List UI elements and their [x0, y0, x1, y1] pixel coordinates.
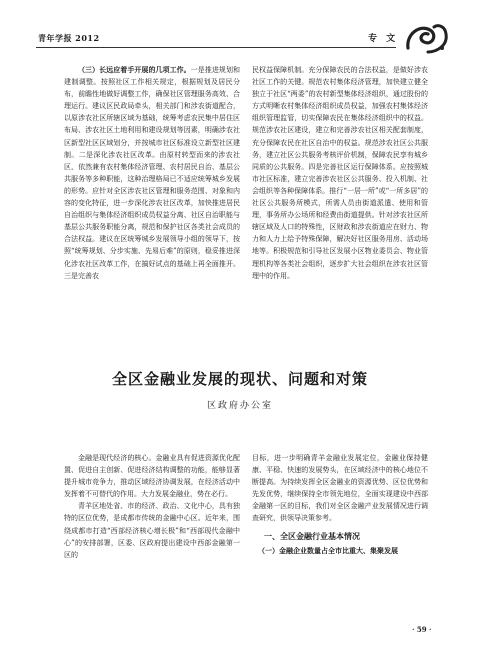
- paragraph: 金融是现代经济的核心。金融业具有促进资源优化配置、促进自主创新、促进经济结构调整的功能，能够显著提升城市竞争力，推动区域经济协调发展，在经济活动中发挥着不可替代的作用。大力发展金融业，势在必行。: [64, 454, 240, 499]
- continued-text-right-column: [252, 64, 428, 312]
- section-heading: 一、全区金融行业基本情况: [264, 531, 360, 541]
- article-left-column: [64, 452, 240, 608]
- article-author: 区政府办公室: [206, 401, 273, 411]
- article-title: 全区金融业发展的现状、问题和对策: [111, 370, 368, 388]
- header-rule: [36, 47, 396, 48]
- section-header: 专 文: [368, 34, 399, 44]
- paragraph: 一是推进规划和建制调整。按照社区工作相关规定，根据规划及居民分布，前瞻性地做好调整工作，确保社区管理服务高效、合理运行。建议区民政局牵头，相关部门和涉农街道配合，以原涉农社区所辖区域为基础，统筹考虑农民集中居住区布局、涉农社区土地利用和建设规划等因素，明确涉农社区新型社区区域划分，并按城市社区标准设立新型社区建制。二是深化涉农社区改革。由原村转型而来的涉农社区，依然兼有农村集体经济管理、农村居民自治、基层公共服务等多种职能，这种治理格局已不适应统筹城乡发展的形势。应针对全区涉农社区管理和服务范围、对象和内容的变化特征，进一步深化涉农社区改革，加快推进居民自治组织与集体经济组织成员权益分离、社区自治职能与基层公共服务职能分离，规范和保护社区各类社会成员的合法权益。建议在区统筹城乡发展领导小组的领导下，按照“统筹规划、分步实施、先易后难”的原则，稳妥推进深化涉农社区改革工作，在搞好试点的基础上再全面推开。三是完善农: [64, 66, 240, 280]
- continued-text-left-column: [64, 64, 240, 312]
- swirl-logo-icon: [402, 18, 452, 58]
- paragraph: 目标，进一步明确青羊金融业发展定位，金融业保持健康、平稳、快速的发展势头，在区域经济中的核心地位不断提高。为持续发挥全区金融业的资源优势、区位优势和先发优势，继续保持全市领先地位，全面实现建设中西部金融第一区的目标，我们对全区金融产业发展情况进行调查研究，供领导决策参考。: [252, 454, 428, 523]
- journal-header: 青年学报 2012: [38, 33, 100, 43]
- paragraph: 青羊区地处省、市的经济、政治、文化中心，具有独特的区位优势，是成都市传统的金融中心区。近年来，围绕成都市打造“西部经济核心增长极”和“西部现代金融中心”的安排部署，区委、区政府提出建设中西部金融第一区的: [64, 502, 240, 559]
- subsection-heading: （一）金融企业数量占全市比重大、集聚发展: [258, 545, 398, 555]
- paragraph: 民权益保障机制。充分保障农民的合法权益，是做好涉农社区工作的关键。规范农村集体经济管理，加快建立健全独立于社区“两委”的农村新型集体经济组织，通过股份的方式明晰农村集体经济组织成员权益，加强农村集体经济组织管理监管，切实保障农民在集体经济组织中的权益。规范涉农社区建设，建立和完善涉农社区相关配套制度，充分保障农民在社区自治中的权益。规范涉农社区公共服务，建立社区公共服务考核评价机制，保障农民享有城乡同质的公共服务。四是完善社区运行保障体系。应按照城市社区标准，建立完善涉农社区公共服务、投入机制、社会组织等各种保障体系。推行“一居一所”或“一所多居”的社区公共服务所模式，所需人员由街道派遣、使用和管理，事务所办公场所和经费由街道提供。针对涉农社区所辖区域及人口的特殊性，区财政和涉农街道应在财力、物力和人力上给予特殊保障，解决好社区服务用房、活动场地等。积极规范和引导社区发展小区物业委员会、物业管理机构等各类社会组织，逐步扩大社会组织在涉农社区管理中的作用。: [252, 66, 428, 280]
- article-right-column: [252, 452, 428, 632]
- subsection-heading: （三）长远应着手开展的几项工作。: [78, 65, 191, 74]
- page-number: · 59 ·: [412, 625, 432, 634]
